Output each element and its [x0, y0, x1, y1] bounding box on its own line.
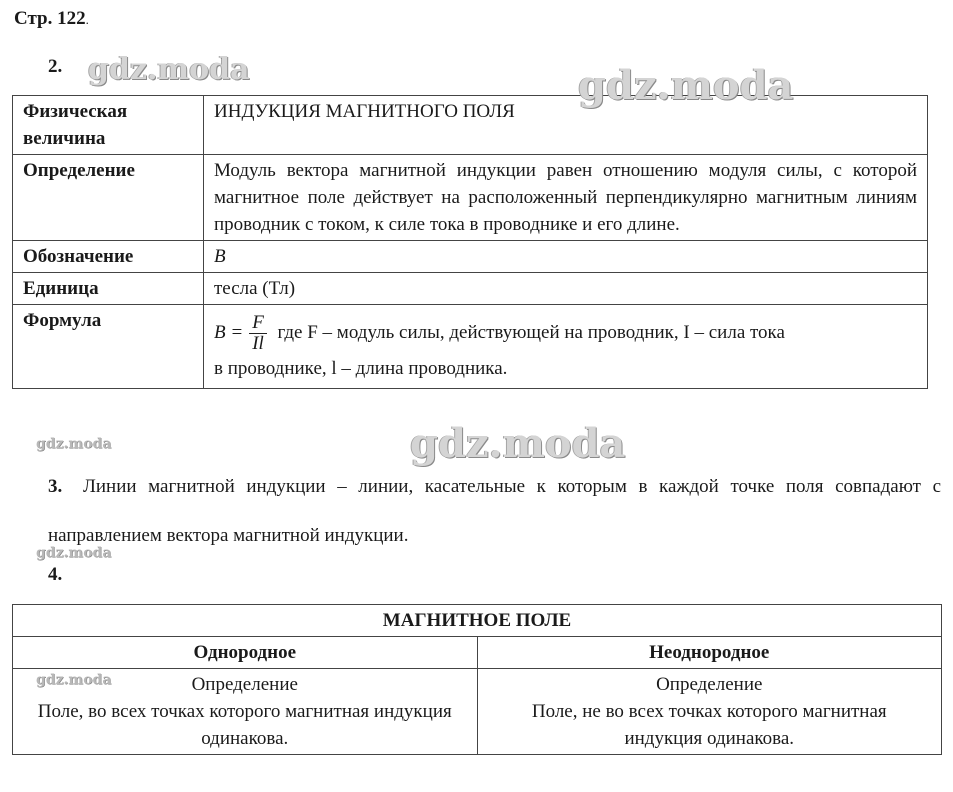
- task-2-number: 2.: [48, 56, 63, 77]
- watermark: gdz.moda: [36, 436, 112, 452]
- table-row: [13, 669, 942, 755]
- task-2-table: [12, 95, 928, 389]
- table-row: [13, 605, 942, 637]
- table-row: [13, 155, 928, 241]
- table-row: [13, 305, 928, 389]
- cell-subtitle: Определение: [656, 674, 763, 695]
- table-row: [13, 273, 928, 305]
- watermark: gdz.moda: [88, 52, 250, 87]
- row-label: Обозначение: [13, 241, 204, 273]
- formula-fraction: [249, 313, 267, 354]
- task-3-number: 3.: [48, 476, 63, 497]
- watermark: gdz.moda: [36, 672, 112, 688]
- cell-subtitle: Определение: [191, 674, 298, 695]
- table-cell: [477, 669, 942, 755]
- task-4-table: [12, 604, 942, 755]
- formula-lhs: B =: [214, 322, 244, 343]
- formula-denominator: Il: [252, 333, 264, 355]
- row-value: ИНДУКЦИЯ МАГНИТНОГО ПОЛЯ: [204, 96, 928, 155]
- row-label: Формула: [13, 305, 204, 389]
- page-number: Стр. 122.: [14, 8, 89, 29]
- row-label: Физическая величина: [13, 96, 204, 155]
- watermark: gdz.moda: [36, 545, 112, 561]
- watermark: gdz.moda: [578, 62, 794, 109]
- task-4-number: 4.: [48, 564, 63, 585]
- table-row: [13, 241, 928, 273]
- cell-text: Поле, не во всех точках которого магнитная индукция одинакова.: [531, 701, 887, 749]
- formula-explanation-cont: в проводнике, l – длина проводника.: [214, 358, 508, 379]
- row-value: Модуль вектора магнитной индукции равен отношению модуля силы, с которой магнитное поле действует на расположенный перпендикулярно магнитным линиям проводник с током, к силе тока в проводнике и его длине.: [204, 155, 928, 241]
- cell-text: Поле, во всех точках которого магнитная индукция одинакова.: [37, 701, 452, 749]
- task-3: [48, 462, 941, 560]
- watermark: gdz.moda: [410, 420, 626, 467]
- table-row: [13, 637, 942, 669]
- formula-cell: [204, 305, 928, 389]
- column-header: Однородное: [13, 637, 478, 669]
- formula-numerator: F: [249, 313, 267, 334]
- row-value: B: [204, 241, 928, 273]
- table-title: МАГНИТНОЕ ПОЛЕ: [13, 605, 942, 637]
- column-header: Неоднородное: [477, 637, 942, 669]
- formula-explanation: где F – модуль силы, действующей на проводник, I – сила тока: [277, 322, 785, 343]
- row-value: тесла (Тл): [204, 273, 928, 305]
- row-label: Единица: [13, 273, 204, 305]
- task-3-text: Линии магнитной индукции – линии, касательные к которым в каждой точке поля совпадают с направлением вектора магнитной индукции.: [48, 476, 941, 546]
- row-label: Определение: [13, 155, 204, 241]
